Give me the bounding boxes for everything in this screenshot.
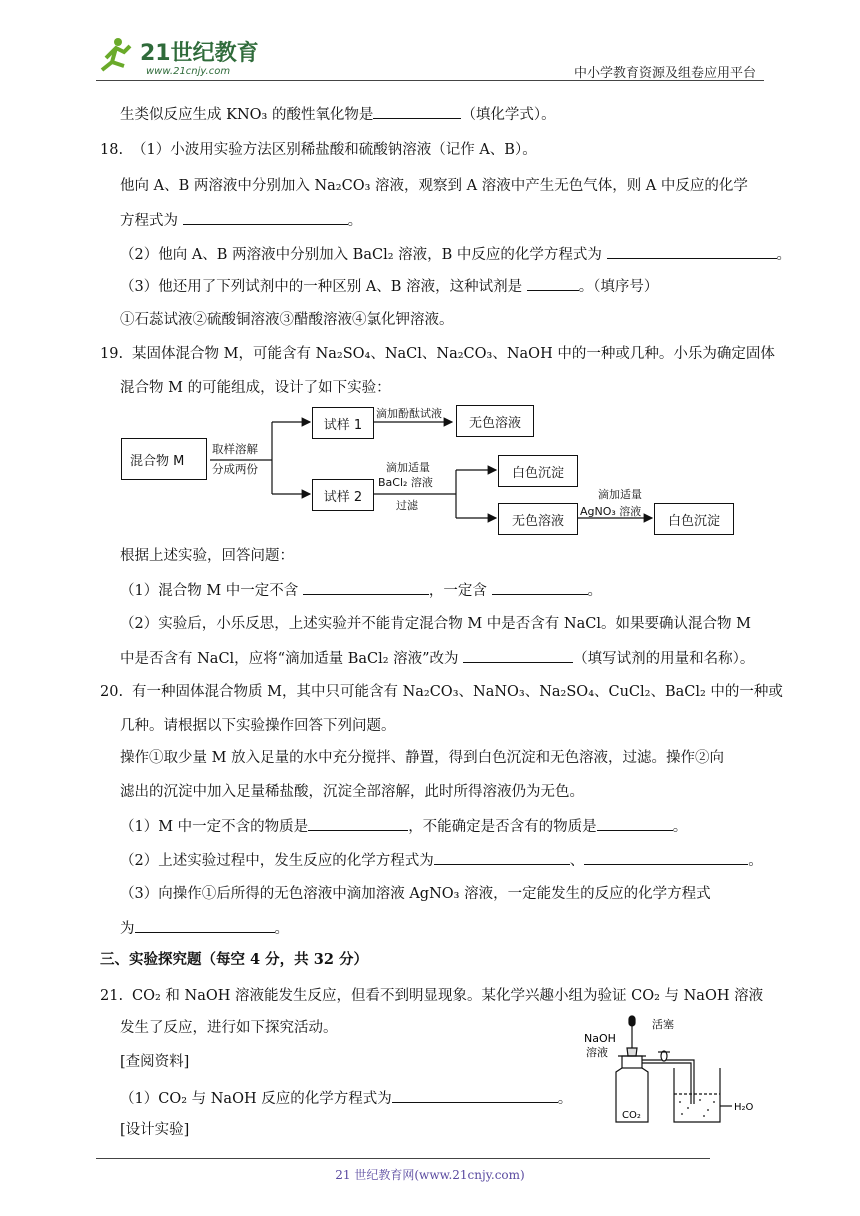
- apparatus-diagram: [582, 1014, 772, 1128]
- flow-label-add-agno3: 滴加适量: [598, 488, 642, 501]
- svg-text:溶液: 溶液: [586, 1046, 608, 1059]
- section-3-title: 三、实验探究题（每空 4 分，共 32 分）: [100, 951, 368, 968]
- q19-part2-line2: 中是否含有 NaCl，应将“滴加适量 BaCl₂ 溶液”改为 （填写试剂的用量和名称）。: [120, 648, 754, 669]
- q18-part2: （2）他向 A、B 两溶液中分别加入 BaCl₂ 溶液，B 中反应的化学方程式为 。: [120, 244, 791, 265]
- svg-text:H₂O: H₂O: [734, 1102, 754, 1113]
- q21-line2: 发生了反应，进行如下探究活动。: [120, 1020, 338, 1036]
- q19-part1: （1）混合物 M 中一定不含 ，一定含 。: [120, 580, 602, 601]
- q21-reference-heading: [查阅资料]: [120, 1054, 190, 1070]
- q18-part3: （3）他还用了下列试剂中的一种区别 A、B 溶液，这种试剂是 。（填序号）: [120, 276, 658, 297]
- q20-line3: 操作①取少量 M 放入足量的水中充分搅拌、静置，得到白色沉淀和无色溶液，过滤。操作②向: [120, 750, 725, 766]
- flow-label-agno3: AgNO₃ 溶液: [580, 505, 642, 518]
- q19-line2: 混合物 M 的可能组成，设计了如下实验：: [120, 380, 391, 396]
- svg-text:CO₂: CO₂: [622, 1110, 641, 1121]
- footer-text: 21 世纪教育网(www.21cnjy.com): [335, 1168, 525, 1182]
- question-19-number: 19.: [100, 346, 124, 362]
- text-line: 生类似反应生成 KNO₃ 的酸性氧化物是 （填化学式）。: [120, 104, 556, 125]
- question-18-number: 18.: [100, 142, 124, 158]
- q21-design-heading: [设计实验]: [120, 1122, 190, 1138]
- flow-label-filter: 过滤: [396, 499, 418, 512]
- q20-part1: （1）M 中一定不含的物质是 ，不能确定是否含有的物质是 。: [120, 816, 687, 837]
- white-precipitate-2-box: 白色沉淀: [654, 503, 734, 535]
- site-logo: [96, 34, 266, 82]
- header-divider: [96, 80, 764, 81]
- q18-options: ①石蕊试液②硫酸铜溶液③醋酸溶液④氯化钾溶液。: [120, 312, 454, 328]
- q20-part3: （3）向操作①后所得的无色溶液中滴加溶液 AgNO₃ 溶液，一定能发生的反应的化学方程式: [120, 886, 711, 902]
- flow-label-bacl2: BaCl₂ 溶液: [378, 476, 433, 489]
- flow-label-split: 分成两份: [212, 462, 258, 476]
- svg-text:www.21cnjy.com: www.21cnjy.com: [146, 66, 231, 77]
- flow-label-dissolve: 取样溶解: [212, 442, 258, 456]
- q20-line4: 滤出的沉淀中加入足量稀盐酸，沉淀全部溶解，此时所得溶液仍为无色。: [120, 784, 584, 800]
- colorless-solution-1-box: 无色溶液: [456, 405, 534, 437]
- q19-line1: 某固体混合物 M，可能含有 Na₂SO₄、NaCl、Na₂CO₃、NaOH 中的一种或几种。小乐为确定固体: [132, 346, 775, 362]
- flow-label-phenolphthalein: 滴加酚酞试液: [376, 407, 442, 420]
- q20-line2: 几种。请根据以下实验操作回答下列问题。: [120, 718, 396, 734]
- svg-text:21世纪教育: 21世纪教育: [140, 41, 259, 66]
- flow-label-add-bacl2: 滴加适量: [386, 461, 430, 474]
- q19-part2: （2）实验后，小乐反思，上述实验并不能肯定混合物 M 中是否含有 NaCl。如果要确认混合物 M: [120, 616, 751, 632]
- svg-text:NaOH: NaOH: [584, 1032, 616, 1045]
- footer-divider: [96, 1158, 710, 1159]
- question-20-number: 20.: [100, 684, 124, 700]
- q18-line3: 方程式为 。: [120, 210, 362, 231]
- question-21-number: 21.: [100, 988, 124, 1004]
- q19-line3: 根据上述实验，回答问题：: [120, 548, 294, 564]
- mixture-m-box: 混合物 M: [121, 438, 207, 480]
- sample-2-box: 试样 2: [312, 479, 374, 511]
- svg-text:活塞: 活塞: [652, 1018, 674, 1031]
- header-platform-text: 中小学教育资源及组卷应用平台: [573, 66, 756, 81]
- sample-1-box: 试样 1: [312, 407, 374, 439]
- q18-line2: 他向 A、B 两溶液中分别加入 Na₂CO₃ 溶液，观察到 A 溶液中产生无色气体，则 A 中反应的化学: [120, 178, 748, 194]
- q18-part1: （1）小波用实验方法区别稀盐酸和硫酸钠溶液（记作 A、B）。: [132, 142, 537, 158]
- q21-line1: CO₂ 和 NaOH 溶液能发生反应，但看不到明显现象。某化学兴趣小组为验证 CO₂ 与 NaOH 溶液: [132, 988, 764, 1004]
- q21-part1: （1）CO₂ 与 NaOH 反应的化学方程式为 。: [120, 1088, 572, 1109]
- runner-icon: [102, 38, 130, 70]
- q20-part2: （2）上述实验过程中，发生反应的化学方程式为 、 。: [120, 850, 763, 871]
- white-precipitate-1-box: 白色沉淀: [498, 455, 578, 487]
- q20-part3-line2: 为 。: [120, 918, 289, 939]
- colorless-solution-2-box: 无色溶液: [498, 503, 578, 535]
- q20-line1: 有一种固体混合物质 M，其中只可能含有 Na₂CO₃、NaNO₃、Na₂SO₄、CuCl₂、BaCl₂ 中的一种或: [132, 684, 783, 700]
